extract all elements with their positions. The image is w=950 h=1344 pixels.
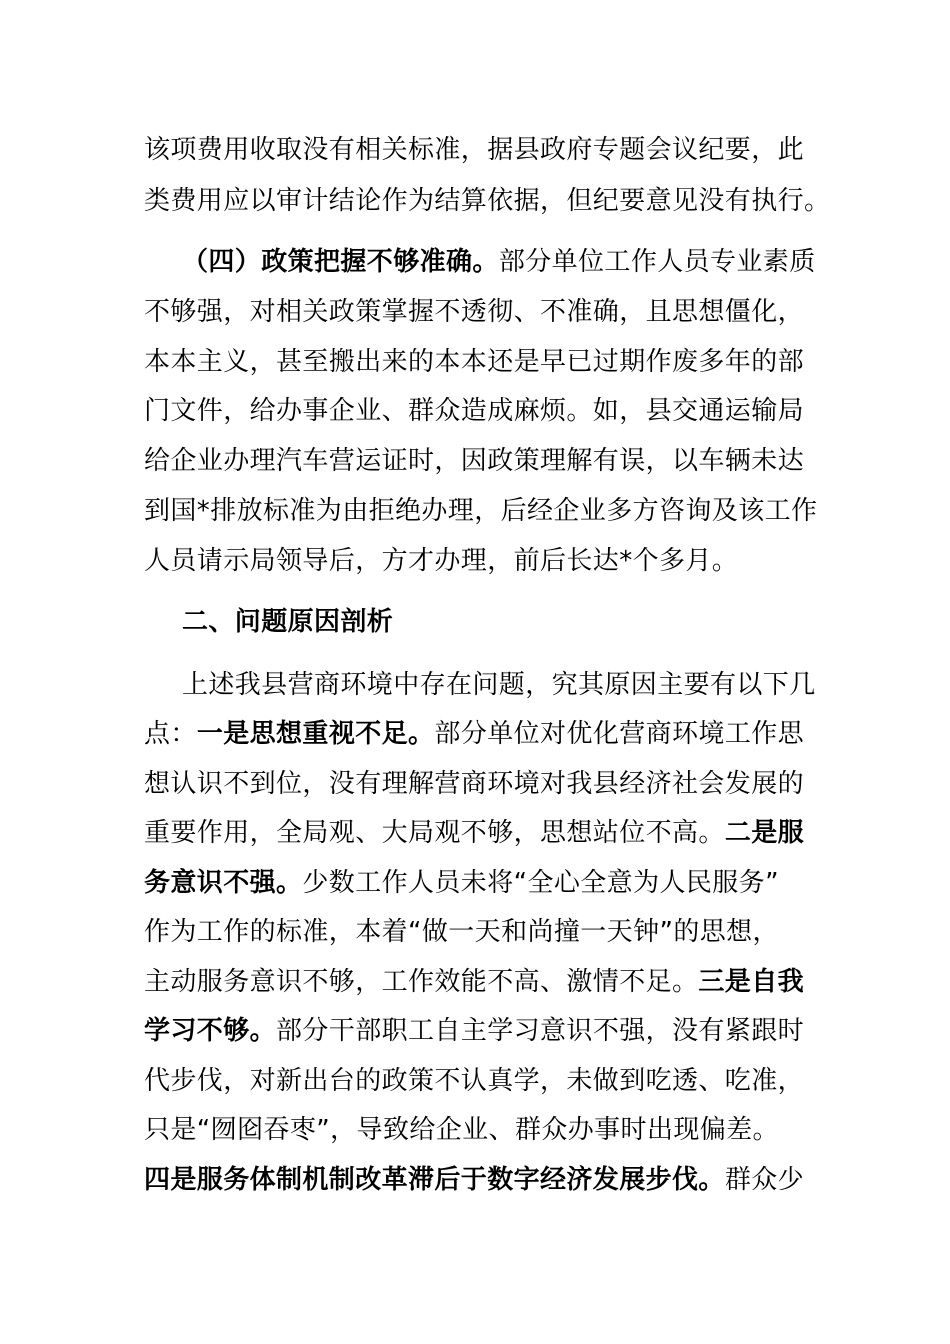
text-segment: 上述我县营商环境中存在问题，究其原因主要有以下几 (182, 670, 816, 700)
text-line-9 (144, 541, 824, 581)
text-line-21 (144, 1160, 824, 1200)
text-line-20 (144, 1110, 824, 1150)
text-line-5 (144, 342, 824, 382)
text-segment: 本本主义，甚至搬出来的本本还是早已过期作废多年的部 (144, 347, 805, 377)
point-heading-2-start: 二是服 (724, 818, 805, 848)
section-heading-4: （四）政策把握不够准确。 (182, 247, 499, 277)
text-segment: 部分单位对优化营商环境工作思 (434, 719, 805, 749)
text-segment: 部分干部职工自主学习意识不强，没有紧跟时 (276, 1016, 805, 1046)
section-heading-4-line (182, 242, 862, 282)
text-line-1 (144, 130, 824, 170)
text-line-2 (144, 181, 831, 221)
text-segment: 给企业办理汽车营运证时，因政策理解有误，以车辆未达 (144, 446, 805, 476)
text-segment: 群众少 (724, 1165, 805, 1195)
text-segment: 代步伐，对新出台的政策不认真学，未做到吃透、吃准， (144, 1066, 805, 1096)
text-segment: 只是“囫囵吞枣”，导致给企业、群众办事时出现偏差。 (144, 1115, 779, 1145)
text-segment: 想认识不到位，没有理解营商环境对我县经济社会发展的 (144, 769, 805, 799)
section-title-line (182, 602, 862, 642)
text-line-14 (144, 813, 824, 853)
text-segment: 主动服务意识不够，工作效能不高、激情不足。 (144, 967, 699, 997)
text-line-8 (144, 491, 824, 531)
text-line-19 (144, 1061, 824, 1101)
text-segment: 重要作用，全局观、大局观不够，思想站位不高。 (144, 818, 725, 848)
text-segment: 到国*排放标准为由拒绝办理，后经企业多方咨询及该工作 (144, 496, 818, 526)
text-segment: 人员请示局领导后，方才办理，前后长达*个多月。 (144, 546, 739, 576)
text-line-15 (144, 863, 824, 903)
text-segment: 部分单位工作人员专业素质 (498, 247, 816, 277)
point-heading-4: 四是服务体制机制改革滞后于数字经济发展步伐。 (144, 1165, 725, 1195)
text-segment: 该项费用收取没有相关标准，据县政府专题会议纪要，此 (144, 135, 805, 165)
text-segment: 点： (144, 719, 197, 749)
text-line-16 (144, 912, 824, 952)
text-segment: 作为工作的标准，本着“做一天和尚撞一天钟”的思想， (144, 917, 779, 947)
text-line-18 (144, 1011, 824, 1051)
text-segment: 少数工作人员未将“全心全意为人民服务” (302, 868, 779, 898)
text-line-6 (144, 391, 824, 431)
point-heading-2-end: 务意识不强。 (144, 868, 303, 898)
text-line-12 (144, 714, 824, 754)
text-line-4 (144, 292, 824, 332)
section-title: 二、问题原因剖析 (182, 607, 394, 637)
text-segment: 类费用应以审计结论作为结算依据，但纪要意见没有执行。 (144, 186, 831, 216)
text-segment: 门文件，给办事企业、群众造成麻烦。如，县交通运输局 (144, 396, 805, 426)
text-segment: 不够强，对相关政策掌握不透彻、不准确，且思想僵化， (144, 297, 805, 327)
text-line-11 (182, 665, 862, 705)
point-heading-3-start: 三是自我 (698, 967, 805, 997)
point-heading-3-end: 学习不够。 (144, 1016, 277, 1046)
point-heading-1: 一是思想重视不足。 (196, 719, 435, 749)
text-line-17 (144, 962, 824, 1002)
text-line-7 (144, 441, 824, 481)
text-line-13 (144, 764, 824, 804)
